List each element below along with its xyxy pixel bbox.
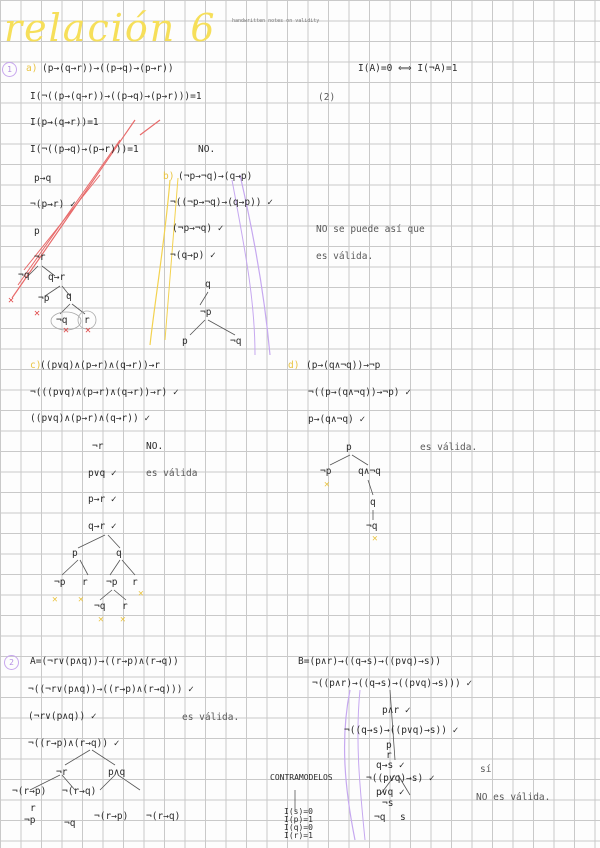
ex2a-tree-node: p∧q xyxy=(108,767,126,778)
closed-branch-cross: ✕ xyxy=(324,479,330,490)
ex2a-tree-node: ¬(r→p) xyxy=(12,786,47,797)
ex1b-line-2: (¬p→¬q) ✓ xyxy=(172,223,224,234)
ex1b-tree-node: ¬p xyxy=(200,307,212,318)
ex1d-tree-node: ¬p xyxy=(320,466,332,477)
closed-branch-cross: ✕ xyxy=(98,614,104,625)
counter-model: I(s)=0 xyxy=(284,807,313,816)
ex1c-tree-node: r xyxy=(122,601,128,612)
ex1a-line-5: ¬(p→r) ✓ xyxy=(30,199,76,210)
ex1b-tree-node: ¬q xyxy=(230,336,242,347)
ex1a-tree-node: q→r xyxy=(48,272,66,283)
ex1b-note-2: es válida. xyxy=(316,251,374,262)
ex2a-tree-node: ¬q xyxy=(64,818,76,829)
ex2-formula-a: A=(¬r∨(p∧q))→((r→p)∧(r→q)) xyxy=(30,656,179,667)
page-title: relación 6 xyxy=(4,6,217,50)
ex1a-label: a) xyxy=(26,63,38,74)
ex2a-tree-node: ¬r xyxy=(56,767,68,778)
counter-model: I(p)=1 xyxy=(284,815,313,824)
counter-model: I(q)=0 xyxy=(284,823,313,832)
page-subtitle: handwritten notes on validity xyxy=(232,18,320,24)
ex1d-line-1: ¬((p→(q∧¬q))→¬p) ✓ xyxy=(308,387,411,398)
ex1c-line-4: p∨q ✓ xyxy=(88,468,117,479)
ex1c-line-3-note: NO. xyxy=(146,441,164,452)
ex1c-tree-node: ¬q xyxy=(94,601,106,612)
closed-branch-cross: ✕ xyxy=(85,325,92,336)
ex1c-tree-node: r xyxy=(82,577,88,588)
ex1c-line-4-note: es válida xyxy=(146,468,198,479)
ex1c-tree-node: r xyxy=(132,577,138,588)
ex2b-tree-node: ¬s xyxy=(382,798,394,809)
ex1c-tree-node: ¬p xyxy=(54,577,66,588)
ex1c-line-1: ¬(((p∨q)∧(p→r)∧(q→r))→r) ✓ xyxy=(30,387,179,398)
ex1b-line-1: ¬((¬p→¬q)→(q→p)) ✓ xyxy=(170,197,273,208)
ex1d-tree-node: q∧¬q xyxy=(358,466,381,477)
ex2a-tree-node: ¬(r→q) xyxy=(146,811,181,822)
ex2b-conclusion: NO es válida. xyxy=(476,792,551,803)
ex1d-note: es válida. xyxy=(420,442,478,453)
ex2b-line-5: ¬((p∨q)→s) ✓ xyxy=(366,773,435,784)
ex2a-line-2: (¬r∨(p∧q)) ✓ xyxy=(28,711,97,722)
closed-branch-cross: ✕ xyxy=(52,594,58,605)
ex2a-tree-node: ¬(r→q) xyxy=(62,786,97,797)
ex1b-formula: (¬p→¬q)→(q→p) xyxy=(178,171,253,182)
closed-branch-cross: ✕ xyxy=(372,533,378,544)
ex2a-tree-node: ¬p xyxy=(24,815,36,826)
closed-branch-cross: ✕ xyxy=(8,295,15,306)
ex1a-tree-node: ¬q xyxy=(18,270,30,281)
closed-branch-cross: ✕ xyxy=(34,308,41,319)
ex1d-line-2: p→(q∧¬q) ✓ xyxy=(308,414,366,425)
ex1d-formula: (p→(q∧¬q))→¬p xyxy=(306,360,381,371)
closed-branch-cross: ✕ xyxy=(138,588,144,599)
ex2b-line-2: p∧r ✓ xyxy=(382,705,411,716)
exercise-2-number: 2 xyxy=(4,655,19,670)
ex1c-tree-node: p xyxy=(72,548,78,559)
counter-model: I(r)=1 xyxy=(284,831,313,840)
ex2b-line-5-note: sí xyxy=(480,764,492,775)
ex1a-tree-node: q xyxy=(66,291,72,302)
ex2b-line-1: ¬((p∧r)→((q→s)→((p∨q)→s))) ✓ xyxy=(312,678,473,689)
ex1c-line-5: p→r ✓ xyxy=(88,494,117,505)
ex1c-label: c) xyxy=(30,360,42,371)
ex1b-line-3: ¬(q→p) ✓ xyxy=(170,250,216,261)
ex1a-tree-node: ¬p xyxy=(38,293,50,304)
ex1d-tree-node: ¬q xyxy=(366,521,378,532)
ex1c-tree-node: ¬p xyxy=(106,577,118,588)
ex2a-line-2-note: es válida. xyxy=(182,712,240,723)
ex1a-line-4: p→q xyxy=(34,173,52,184)
ex1a-tree-node: r xyxy=(84,315,90,326)
ex2a-line-3: ¬((r→p)∧(r→q)) ✓ xyxy=(28,738,120,749)
ex2a-tree-node: ¬(r→p) xyxy=(94,811,129,822)
ex1d-tree-node: p xyxy=(346,442,352,453)
ex2a-line-1: ¬((¬r∨(p∧q))→((r→p)∧(r→q))) ✓ xyxy=(28,684,194,695)
closed-branch-cross: ✕ xyxy=(120,614,126,625)
ex1a-line-6: p xyxy=(34,226,40,237)
ex1b-tree-node: p xyxy=(182,336,188,347)
ex2b-tree-node: p xyxy=(386,740,392,751)
ex1a-line-7: ¬r xyxy=(34,252,46,263)
ex2b-tree-node: r xyxy=(386,750,392,761)
ex2b-line-3: ¬((q→s)→((p∨q)→s)) ✓ xyxy=(344,725,459,736)
ex2a-tree-node: r xyxy=(30,803,36,814)
ex1a-line-1-mark: (2) xyxy=(318,92,336,103)
ex1a-line-3-note: NO. xyxy=(198,144,216,155)
ex1a-line-1: I(¬((p→(q→r))→((p→q)→(p→r)))=1 xyxy=(30,91,202,102)
closed-branch-cross: ✕ xyxy=(63,325,70,336)
ex1c-formula: ((p∨q)∧(p→r)∧(q→r))→r xyxy=(40,360,161,371)
ex1b-label: b) xyxy=(163,171,175,182)
ex2b-tree-node: s xyxy=(400,812,406,823)
exercise-1-number: 1 xyxy=(2,62,17,77)
ex1b-note-1: NO se puede así que xyxy=(316,224,425,235)
ex1c-line-2: ((p∨q)∧(p→r)∧(q→r)) ✓ xyxy=(30,413,151,424)
ex1b-tree-node: q xyxy=(205,279,211,290)
ex2b-line-6: p∨q ✓ xyxy=(376,787,405,798)
ex1-rule: I(A)=0 ⟺ I(¬A)=1 xyxy=(358,63,458,74)
ex1a-line-2: I(p→(q→r))=1 xyxy=(30,117,99,128)
ex1d-label: d) xyxy=(288,360,300,371)
ex1c-tree-node: q xyxy=(116,548,122,559)
ex1a-tree-node: ¬q xyxy=(56,315,68,326)
counter-models-title: CONTRAMODELOS xyxy=(270,773,333,782)
ex1a-formula: (p→(q→r))→((p→q)→(p→r)) xyxy=(42,63,174,74)
ex1c-line-3: ¬r xyxy=(92,441,104,452)
closed-branch-cross: ✕ xyxy=(78,594,84,605)
ex2-formula-b: B=(p∧r)→((q→s)→((p∨q)→s)) xyxy=(298,656,441,667)
ex1c-line-6: q→r ✓ xyxy=(88,521,117,532)
ex1a-line-3: I(¬((p→q)→(p→r)))=1 xyxy=(30,144,139,155)
ex1d-tree-node: q xyxy=(370,497,376,508)
ex2b-tree-node: ¬q xyxy=(374,812,386,823)
ex2b-line-4: q→s ✓ xyxy=(376,760,405,771)
